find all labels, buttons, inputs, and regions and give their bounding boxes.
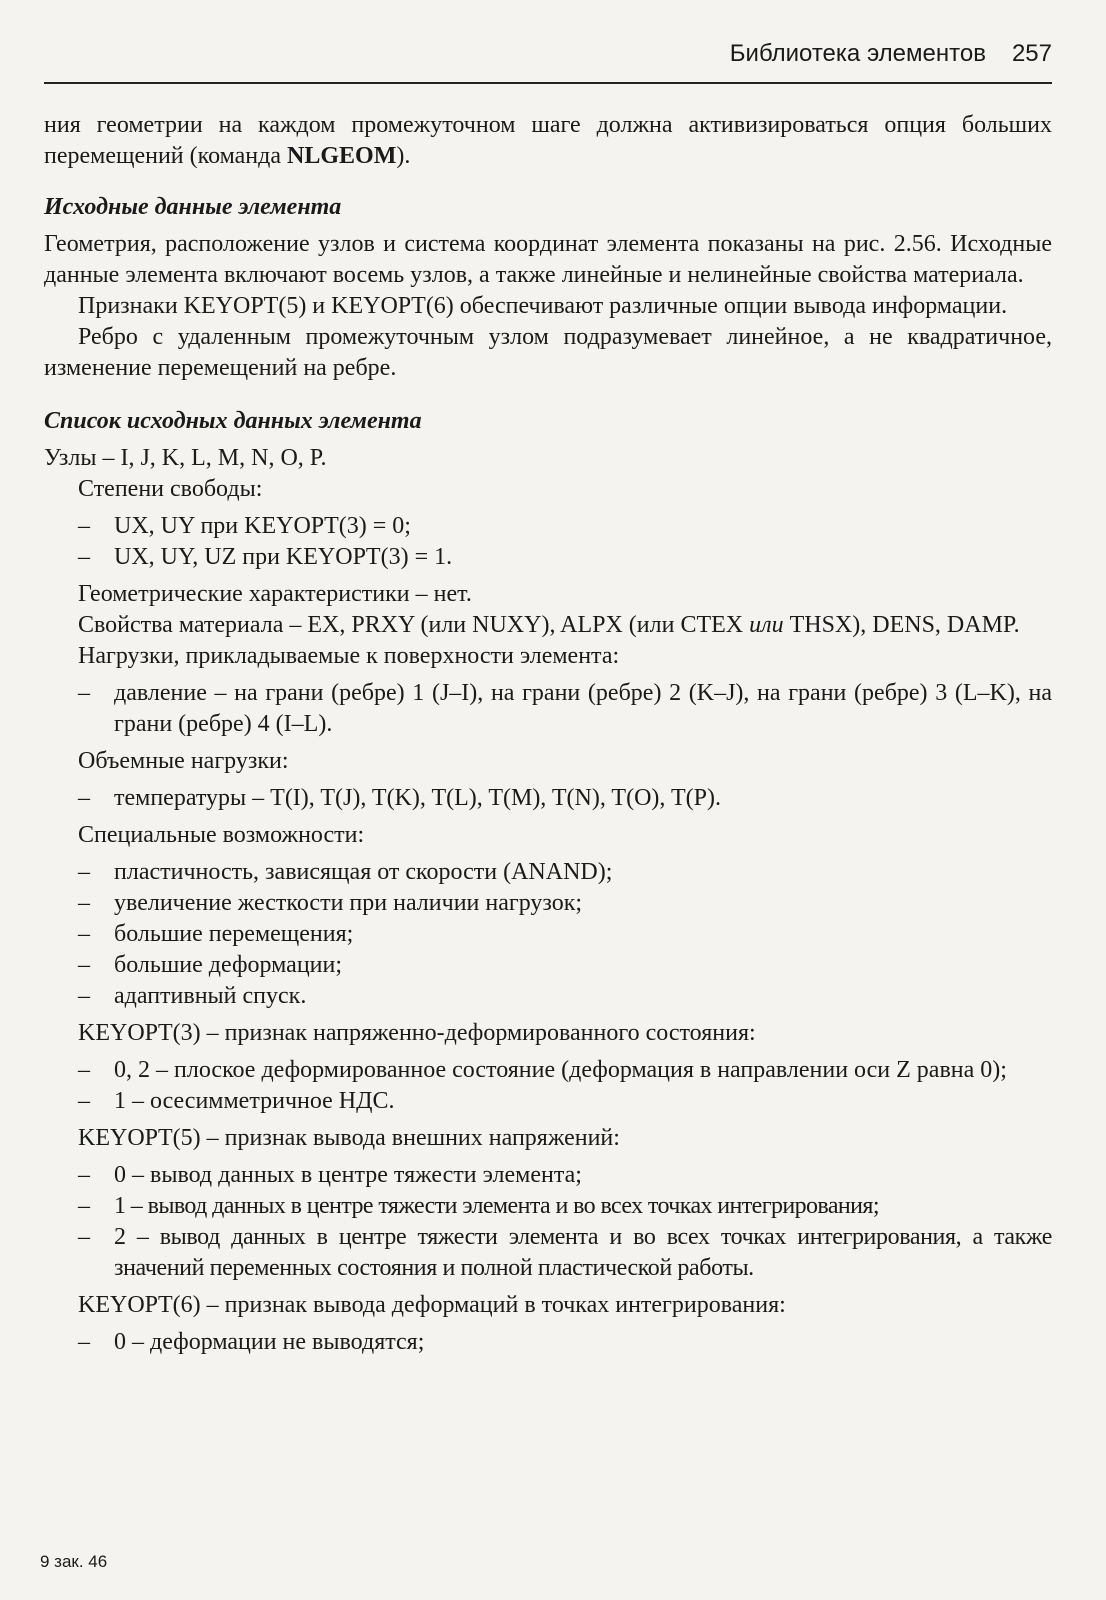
list-item <box>44 857 1052 888</box>
dash-marker: – <box>78 544 90 570</box>
special-features-heading: Специальные возможности: <box>78 822 365 848</box>
list-item-text: давление – на грани (ребре) 1 (J–I), на грани (ребре) 2 (K–J), на грани (ребре) 3 (L–K), на грани (ребре) 4 (I–L). <box>114 680 1052 737</box>
page-number: 257 <box>1011 40 1052 67</box>
paragraph-4: Ребро с удаленным промежуточным узлом подразумевает линейное, а не квадратичное, изменение перемещений на ребре. <box>44 324 1052 381</box>
loads-heading: Нагрузки, прикладываемые к поверхности элемента: <box>78 643 620 669</box>
paragraph-1 <box>44 110 1052 172</box>
paragraph-1-end: ). <box>396 143 411 169</box>
dash-marker: – <box>78 1057 90 1083</box>
list-item <box>44 1222 1052 1284</box>
paragraph-1-text: ния геометрии на каждом промежуточном шаге должна активизироваться опция больших перемещений (команда <box>44 112 1052 169</box>
list-item-text: большие перемещения; <box>114 921 354 947</box>
dash-marker: – <box>78 1224 90 1250</box>
dash-marker: – <box>78 1088 90 1114</box>
material-text-end: THSX), DENS, DAMP. <box>783 612 1020 638</box>
dash-marker: – <box>78 1193 90 1219</box>
section-heading-input-data: Исходные данные элемента <box>44 194 342 220</box>
list-item-text: UX, UY, UZ при KEYOPT(3) = 1. <box>114 544 453 570</box>
list-item-text: 1 – осесимметричное НДС. <box>114 1088 395 1114</box>
material-italic: или <box>749 612 784 638</box>
page-body <box>44 110 1052 1358</box>
dash-marker: – <box>78 513 90 539</box>
material-line <box>44 610 1052 641</box>
list-item <box>44 919 1052 950</box>
list-item-text: 2 – вывод данных в центре тяжести элемента и во всех точках интегрирования, а также значений переменных состояния и полной пластической работы. <box>114 1224 1052 1281</box>
list-item <box>44 1086 1052 1117</box>
dash-marker: – <box>78 859 90 885</box>
dash-marker: – <box>78 680 90 706</box>
dash-marker: – <box>78 1162 90 1188</box>
body-loads-heading: Объемные нагрузки: <box>78 748 289 774</box>
dash-marker: – <box>78 921 90 947</box>
paragraph-2: Геометрия, расположение узлов и система координат элемента показаны на рис. 2.56. Исходные данные элемента включают восемь узлов, а также линейные и нелинейные свойства материала. <box>44 231 1052 288</box>
dash-marker: – <box>78 952 90 978</box>
list-item-text: 0, 2 – плоское деформированное состояние (деформация в направлении оси Z равна 0); <box>114 1057 1007 1083</box>
keyopt6-heading: KEYOPT(6) – признак вывода деформаций в точках интегрирования: <box>78 1292 786 1318</box>
keyopt3-heading: KEYOPT(3) – признак напряженно-деформированного состояния: <box>78 1020 756 1046</box>
dof-heading: Степени свободы: <box>78 476 263 502</box>
header-title: Библиотека элементов <box>729 40 986 67</box>
section-heading-input-list: Список исходных данных элемента <box>44 408 422 434</box>
list-item-text: 0 – деформации не выводятся; <box>114 1329 425 1355</box>
dash-marker: – <box>78 890 90 916</box>
material-text: Свойства материала – EX, PRXY (или NUXY), ALPX (или CTEX <box>78 612 750 638</box>
list-item <box>44 888 1052 919</box>
signature-mark: 9 зак. 46 <box>40 1552 108 1571</box>
list-item <box>44 1160 1052 1191</box>
list-item-text: большие деформации; <box>114 952 343 978</box>
running-header <box>44 40 1052 84</box>
list-item <box>44 1191 1052 1222</box>
list-item <box>44 542 1052 573</box>
dash-marker: – <box>78 983 90 1009</box>
dash-marker: – <box>78 785 90 811</box>
list-item <box>44 1327 1052 1358</box>
list-item <box>44 981 1052 1012</box>
dash-marker: – <box>78 1329 90 1355</box>
list-item-text: температуры – T(I), T(J), T(K), T(L), T(M), T(N), T(O), T(P). <box>114 785 721 811</box>
list-item-text: 1 – вывод данных в центре тяжести элемента и во всех точках интегрирования; <box>114 1193 879 1219</box>
list-item <box>44 1055 1052 1086</box>
nlgeom-command: NLGEOM <box>287 143 397 169</box>
list-item-text: увеличение жесткости при наличии нагрузок; <box>114 890 583 916</box>
list-item <box>44 678 1052 740</box>
list-item <box>44 950 1052 981</box>
paragraph-3: Признаки KEYOPT(5) и KEYOPT(6) обеспечивают различные опции вывода информации. <box>78 293 1008 319</box>
keyopt5-heading: KEYOPT(5) – признак вывода внешних напряжений: <box>78 1125 620 1151</box>
list-item-text: UX, UY при KEYOPT(3) = 0; <box>114 513 411 539</box>
list-item-text: 0 – вывод данных в центре тяжести элемента; <box>114 1162 582 1188</box>
geometry-line: Геометрические характеристики – нет. <box>78 581 472 607</box>
list-item-text: пластичность, зависящая от скорости (ANAND); <box>114 859 613 885</box>
list-item-text: адаптивный спуск. <box>114 983 307 1009</box>
nodes-line: Узлы – I, J, K, L, M, N, O, P. <box>44 445 327 471</box>
list-item <box>44 511 1052 542</box>
list-item <box>44 783 1052 814</box>
